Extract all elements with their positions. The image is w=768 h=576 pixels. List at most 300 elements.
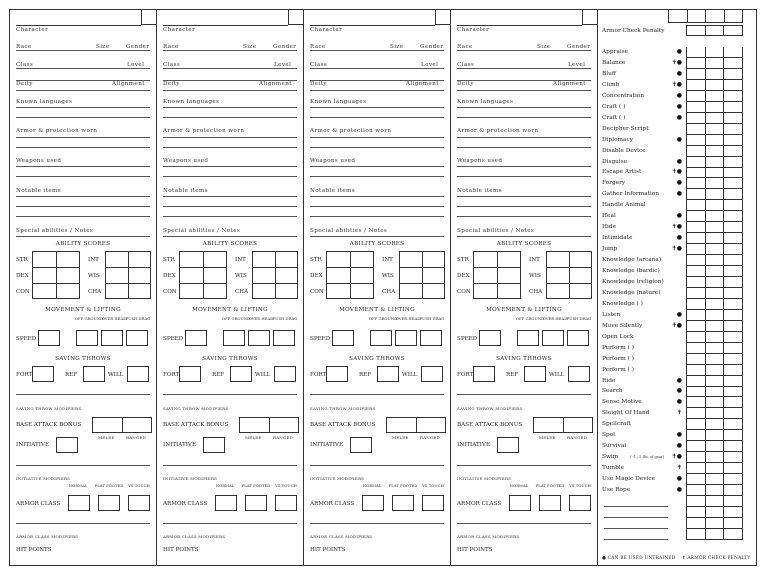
skill-name: Handle Animal: [602, 202, 646, 209]
skill-row[interactable]: [600, 222, 757, 233]
cha-label: CHA: [235, 289, 249, 295]
score-divider: [350, 251, 351, 299]
score-divider: [275, 251, 276, 299]
deity-line-2[interactable]: [16, 90, 150, 91]
skill-rank-cells[interactable]: [686, 80, 743, 91]
corner-box[interactable]: [582, 10, 597, 25]
armor-line-2[interactable]: [310, 147, 444, 148]
character-label: Character: [457, 27, 490, 33]
character-column-1: [10, 10, 157, 565]
class-line[interactable]: [163, 68, 297, 69]
save-mod-line[interactable]: [163, 394, 297, 395]
skill-name: Knowledge (religion): [602, 278, 664, 285]
push-drag-field[interactable]: [126, 330, 148, 346]
armor-class-label: ARMOR CLASS: [163, 501, 208, 507]
skill-marker-icon: ●: [676, 486, 682, 493]
deity-line-2[interactable]: [310, 90, 444, 91]
skill-row[interactable]: [600, 365, 757, 376]
init-mod-line[interactable]: [310, 465, 444, 466]
items-line-3[interactable]: [16, 216, 150, 217]
skill-rank-cells[interactable]: [686, 102, 743, 113]
corner-box[interactable]: [141, 10, 156, 25]
alignment-label: Alignment: [406, 81, 439, 87]
skill-name: Decipher Script: [602, 125, 649, 132]
skill-row[interactable]: [600, 408, 757, 419]
ac-normal-field[interactable]: [215, 495, 237, 511]
skill-rank-cells[interactable]: [686, 485, 743, 496]
race-line[interactable]: [457, 50, 591, 51]
ranged-label: RANGED: [567, 435, 587, 440]
items-line[interactable]: [163, 196, 297, 197]
skill-rank-cells[interactable]: [686, 496, 743, 507]
ac-touch-field[interactable]: [569, 495, 591, 511]
bab-label: BASE ATTACK BONUS: [16, 422, 82, 428]
special-line[interactable]: [163, 236, 297, 237]
skill-name: Craft ( ): [602, 103, 626, 110]
cha-label: CHA: [382, 289, 396, 295]
ac-flat-footed-field[interactable]: [245, 495, 267, 511]
ranged-label: RANGED: [420, 435, 440, 440]
skill-rank-cells[interactable]: [686, 452, 743, 463]
skill-rank-cells[interactable]: [686, 255, 743, 266]
items-line[interactable]: [16, 196, 150, 197]
armor-line[interactable]: [457, 137, 591, 138]
skill-row[interactable]: [600, 58, 757, 69]
weapons-line-2[interactable]: [457, 176, 591, 177]
languages-line-2[interactable]: [457, 117, 591, 118]
skill-row[interactable]: [600, 178, 757, 189]
weapons-line-2[interactable]: [163, 176, 297, 177]
ranged-label: RANGED: [273, 435, 293, 440]
skill-row[interactable]: [600, 354, 757, 365]
special-line[interactable]: [310, 236, 444, 237]
skill-row[interactable]: [600, 321, 757, 332]
skill-name: Tumble: [602, 465, 625, 472]
weapons-line-2[interactable]: [16, 176, 150, 177]
items-line[interactable]: [457, 196, 591, 197]
initiative-field[interactable]: [56, 437, 78, 453]
ref-label: REF: [212, 372, 225, 378]
skill-row[interactable]: [600, 441, 757, 452]
ability-scores-heading: ABILITY SCORES: [55, 241, 111, 247]
ability-scores-heading: ABILITY SCORES: [496, 241, 552, 247]
ac-flat-footed-field[interactable]: [98, 495, 120, 511]
skill-row[interactable]: [600, 485, 757, 496]
skill-marker-icon: ●: [676, 431, 682, 439]
skill-row[interactable]: [600, 124, 757, 135]
skill-row[interactable]: [600, 146, 757, 157]
over-head-field[interactable]: [395, 330, 417, 346]
character-name-line[interactable]: [163, 25, 288, 26]
weapons-line-2[interactable]: [310, 176, 444, 177]
fort-field[interactable]: [32, 366, 54, 382]
skill-marker-icon: ●: [676, 48, 682, 55]
skill-row[interactable]: [600, 135, 757, 146]
armor-line[interactable]: [163, 137, 297, 138]
languages-line[interactable]: [457, 107, 591, 108]
save-modifiers-label: SAVING THROW MODIFIERS: [163, 406, 229, 411]
race-line[interactable]: [16, 50, 150, 51]
skill-rank-cells[interactable]: [686, 211, 743, 222]
ac-flat-footed-field[interactable]: [539, 495, 561, 511]
dex-label: DEX: [310, 273, 323, 279]
speed-field[interactable]: [185, 330, 207, 346]
items-line-3[interactable]: [310, 216, 444, 217]
skill-row[interactable]: [600, 211, 757, 222]
languages-line-2[interactable]: [310, 117, 444, 118]
skill-row[interactable]: [600, 376, 757, 387]
blank-skill-row[interactable]: [600, 529, 757, 540]
cha-label: CHA: [88, 289, 102, 295]
race-line[interactable]: [163, 50, 297, 51]
armor-line-2[interactable]: [457, 147, 591, 148]
race-line[interactable]: [310, 50, 444, 51]
skill-rank-cells[interactable]: [686, 376, 743, 387]
init-mod-line[interactable]: [457, 465, 591, 466]
skill-name: Sense Motive: [602, 399, 642, 406]
items-line-3[interactable]: [457, 216, 591, 217]
ac-touch-field[interactable]: [422, 495, 444, 511]
skill-row[interactable]: [600, 255, 757, 266]
character-name-line[interactable]: [457, 25, 582, 26]
armor-line[interactable]: [310, 137, 444, 138]
wis-label: WIS: [235, 273, 247, 279]
will-label: WILL: [402, 372, 418, 378]
skill-rank-cells[interactable]: [686, 321, 743, 332]
push-drag-field[interactable]: [567, 330, 589, 346]
skill-rank-cells[interactable]: [686, 222, 743, 233]
special-line[interactable]: [457, 236, 591, 237]
skill-rank-cells[interactable]: [686, 463, 743, 474]
will-field[interactable]: [568, 366, 590, 382]
skill-rank-cells[interactable]: [686, 58, 743, 69]
deity-line-2[interactable]: [457, 90, 591, 91]
vs-touch-label: VS TOUCH: [275, 483, 297, 488]
special-abilities-label: Special abilities / Notes: [310, 228, 388, 234]
blank-skill-row[interactable]: [600, 518, 757, 529]
items-line-2[interactable]: [310, 206, 444, 207]
skill-row[interactable]: [600, 233, 757, 244]
initiative-modifiers-label: INITIATIVE MODIFIERS: [163, 476, 218, 481]
skill-rank-cells[interactable]: [686, 124, 743, 135]
class-label: Class: [163, 62, 181, 68]
class-line[interactable]: [457, 68, 591, 69]
fort-label: FORT: [163, 372, 180, 378]
weapons-line[interactable]: [163, 166, 297, 167]
armor-class-label: ARMOR CLASS: [16, 501, 61, 507]
class-line[interactable]: [16, 68, 150, 69]
languages-line[interactable]: [163, 107, 297, 108]
skill-row[interactable]: [600, 102, 757, 113]
skill-rank-cells[interactable]: [686, 518, 743, 529]
ac-normal-field[interactable]: [509, 495, 531, 511]
items-line-2[interactable]: [457, 206, 591, 207]
skill-row[interactable]: [600, 277, 757, 288]
ac-modifiers-label: ARMOR CLASS MODIFIERS: [163, 534, 226, 539]
blank-skill-line[interactable]: [604, 539, 668, 540]
ac-normal-field[interactable]: [68, 495, 90, 511]
skill-row[interactable]: [600, 386, 757, 397]
skill-rank-cells[interactable]: [686, 332, 743, 343]
blank-skill-row[interactable]: [600, 496, 757, 507]
initiative-field[interactable]: [350, 437, 372, 453]
armor-worn-label: Armor & protection worn: [457, 128, 539, 134]
skill-row[interactable]: [600, 310, 757, 321]
skill-name: Spellcraft: [602, 421, 631, 428]
init-mod-line[interactable]: [163, 465, 297, 466]
skill-row[interactable]: [600, 91, 757, 102]
over-head-field[interactable]: [542, 330, 564, 346]
save-mod-line[interactable]: [310, 394, 444, 395]
items-line-2[interactable]: [163, 206, 297, 207]
special-line[interactable]: [16, 236, 150, 237]
ac-mod-line[interactable]: [16, 523, 150, 524]
race-label: Race: [163, 44, 179, 50]
skill-row[interactable]: [600, 189, 757, 200]
skill-marker-icon: ●: [676, 190, 682, 198]
skill-row[interactable]: [600, 463, 757, 474]
skill-rank-cells[interactable]: [686, 299, 743, 310]
size-label: Size: [243, 44, 257, 50]
skill-rank-cells[interactable]: [686, 408, 743, 419]
skill-rank-cells[interactable]: [686, 69, 743, 80]
weapons-line[interactable]: [310, 166, 444, 167]
con-label: CON: [457, 289, 471, 295]
skill-row[interactable]: [600, 299, 757, 310]
skill-rank-cells[interactable]: [686, 200, 743, 211]
armor-worn-label: Armor & protection worn: [310, 128, 392, 134]
ac-normal-field[interactable]: [362, 495, 384, 511]
push-drag-field[interactable]: [273, 330, 295, 346]
deity-line-2[interactable]: [163, 90, 297, 91]
armor-check-penalty-field[interactable]: [686, 25, 743, 36]
fort-field[interactable]: [473, 366, 495, 382]
speed-label: SPEED: [457, 336, 478, 342]
will-field[interactable]: [274, 366, 296, 382]
skill-rank-cells[interactable]: [686, 157, 743, 168]
skill-rank-cells[interactable]: [686, 167, 743, 178]
skill-rank-cells[interactable]: [686, 189, 743, 200]
skill-row[interactable]: [600, 430, 757, 441]
speed-field[interactable]: [38, 330, 60, 346]
over-head-field[interactable]: [248, 330, 270, 346]
notable-items-label: Notable items: [310, 188, 356, 194]
items-line[interactable]: [310, 196, 444, 197]
skill-rank-cells[interactable]: [686, 386, 743, 397]
armor-line[interactable]: [16, 137, 150, 138]
class-label: Class: [457, 62, 475, 68]
bab-label: BASE ATTACK BONUS: [457, 422, 523, 428]
skill-rank-cells[interactable]: [686, 178, 743, 189]
skill-row[interactable]: [600, 244, 757, 255]
int-label: INT: [529, 257, 540, 263]
weapons-used-label: Weapons used: [163, 158, 209, 164]
skill-rank-cells[interactable]: [686, 365, 743, 376]
skill-name: Knowledge (nature): [602, 289, 661, 296]
int-label: INT: [235, 257, 246, 263]
fort-field[interactable]: [326, 366, 348, 382]
ref-field[interactable]: [524, 366, 546, 382]
skill-rank-cells[interactable]: [686, 343, 743, 354]
skill-marker-icon: ✝●: [671, 58, 682, 66]
str-label: STR: [163, 257, 175, 263]
skill-marker-icon: ●: [676, 102, 682, 110]
fort-field[interactable]: [179, 366, 201, 382]
skill-marker-icon: ✝: [676, 464, 682, 472]
skill-rank-cells[interactable]: [686, 233, 743, 244]
skill-note: ( -1 / 5 lbs. of gear): [630, 455, 664, 460]
skill-row[interactable]: [600, 200, 757, 211]
armor-line-2[interactable]: [16, 147, 150, 148]
skill-rank-cells[interactable]: [686, 354, 743, 365]
skill-row[interactable]: [600, 474, 757, 485]
normal-label: NORMAL: [215, 483, 235, 488]
skill-row[interactable]: [600, 452, 757, 463]
armor-line-2[interactable]: [163, 147, 297, 148]
skill-rank-cells[interactable]: [686, 113, 743, 124]
skill-marker-icon: ●: [676, 387, 682, 395]
known-languages-label: Known languages: [16, 99, 73, 105]
armor-class-label: ARMOR CLASS: [310, 501, 355, 507]
skill-name: Open Lock: [602, 333, 634, 340]
ac-touch-field[interactable]: [128, 495, 150, 511]
skill-row[interactable]: [600, 343, 757, 354]
skill-name: Use Magic Device: [602, 476, 656, 483]
will-field[interactable]: [127, 366, 149, 382]
skill-marker-icon: ✝●: [671, 453, 682, 461]
skill-row[interactable]: [600, 69, 757, 80]
ref-field[interactable]: [230, 366, 252, 382]
initiative-field[interactable]: [497, 437, 519, 453]
skill-row[interactable]: [600, 167, 757, 178]
skill-row[interactable]: [600, 419, 757, 430]
ac-mod-line[interactable]: [310, 523, 444, 524]
score-divider: [546, 283, 592, 284]
initiative-modifiers-label: INITIATIVE MODIFIERS: [310, 476, 365, 481]
skill-rank-cells[interactable]: [686, 507, 743, 518]
blank-skill-row[interactable]: [600, 507, 757, 518]
speed-field[interactable]: [479, 330, 501, 346]
skill-rank-cells[interactable]: [686, 146, 743, 157]
languages-line[interactable]: [16, 107, 150, 108]
skill-name: Balance: [602, 59, 626, 66]
will-field[interactable]: [421, 366, 443, 382]
push-drag-field[interactable]: [420, 330, 442, 346]
skill-row[interactable]: [600, 113, 757, 124]
skill-rank-cells[interactable]: [686, 266, 743, 277]
skill-row[interactable]: [600, 397, 757, 408]
languages-line-2[interactable]: [16, 117, 150, 118]
items-line-3[interactable]: [163, 216, 297, 217]
wis-label: WIS: [382, 273, 394, 279]
skill-rank-cells[interactable]: [686, 441, 743, 452]
hit-points-label: HIT POINTS: [16, 547, 52, 553]
skill-rank-cells[interactable]: [686, 419, 743, 430]
init-mod-line[interactable]: [16, 465, 150, 466]
over-head-field[interactable]: [101, 330, 123, 346]
int-label: INT: [382, 257, 393, 263]
save-mod-line[interactable]: [457, 394, 591, 395]
ac-mod-line[interactable]: [163, 523, 297, 524]
skill-name: Escape Artist: [602, 169, 642, 176]
character-name-line[interactable]: [16, 25, 141, 26]
skill-rank-cells[interactable]: [686, 474, 743, 485]
character-column-4: [451, 10, 598, 565]
skill-name: Hide: [602, 224, 617, 231]
class-label: Class: [16, 62, 34, 68]
skill-rank-cells[interactable]: [686, 277, 743, 288]
skill-name: Bluff: [602, 70, 616, 77]
skill-rank-cells[interactable]: [686, 529, 743, 540]
ac-flat-footed-field[interactable]: [392, 495, 414, 511]
corner-box[interactable]: [288, 10, 303, 25]
ref-field[interactable]: [83, 366, 105, 382]
items-line-2[interactable]: [16, 206, 150, 207]
off-ground-field[interactable]: [517, 330, 539, 346]
skill-rank-cells[interactable]: [686, 310, 743, 321]
skill-marker-icon: ●: [676, 212, 682, 220]
size-label: Size: [96, 44, 110, 50]
class-line[interactable]: [310, 68, 444, 69]
ref-field[interactable]: [377, 366, 399, 382]
save-modifiers-label: SAVING THROW MODIFIERS: [310, 406, 376, 411]
save-mod-line[interactable]: [16, 394, 150, 395]
languages-line[interactable]: [310, 107, 444, 108]
special-abilities-label: Special abilities / Notes: [163, 228, 241, 234]
off-ground-field[interactable]: [223, 330, 245, 346]
skill-row[interactable]: [600, 266, 757, 277]
skill-rank-cells[interactable]: [686, 91, 743, 102]
skill-row[interactable]: [600, 288, 757, 299]
saving-throws-heading: SAVING THROWS: [349, 356, 405, 362]
hit-points-label: HIT POINTS: [457, 547, 493, 553]
skill-rank-cells[interactable]: [686, 47, 743, 58]
off-ground-field[interactable]: [76, 330, 98, 346]
ac-mod-line[interactable]: [457, 523, 591, 524]
skill-marker-icon: ●: [676, 234, 682, 242]
movement-heading: MOVEMENT & LIFTING: [45, 307, 121, 313]
skill-rank-cells[interactable]: [686, 288, 743, 299]
skill-marker-icon: ●: [676, 135, 682, 143]
skill-row[interactable]: [600, 332, 757, 343]
ac-touch-field[interactable]: [275, 495, 297, 511]
score-divider: [326, 283, 374, 284]
skill-row[interactable]: [600, 47, 757, 58]
skill-rank-cells[interactable]: [686, 244, 743, 255]
corner-box[interactable]: [435, 10, 450, 25]
skill-rank-cells[interactable]: [686, 397, 743, 408]
weapons-line[interactable]: [16, 166, 150, 167]
speed-label: SPEED: [310, 336, 331, 342]
skill-rank-cells[interactable]: [686, 135, 743, 146]
skill-rank-cells[interactable]: [686, 430, 743, 441]
languages-line-2[interactable]: [163, 117, 297, 118]
skill-row[interactable]: [600, 80, 757, 91]
weapons-line[interactable]: [457, 166, 591, 167]
character-name-line[interactable]: [310, 25, 435, 26]
skill-row[interactable]: [600, 157, 757, 168]
skill-name: Listen: [602, 311, 621, 318]
deity-label: Deity: [457, 81, 474, 87]
score-divider: [473, 267, 521, 268]
skill-name: Heal: [602, 213, 616, 220]
score-divider: [399, 267, 445, 268]
score-divider: [105, 267, 151, 268]
flat-footed-label: FLAT FOOTED: [535, 483, 565, 488]
off-ground-field[interactable]: [370, 330, 392, 346]
initiative-field[interactable]: [203, 437, 225, 453]
speed-field[interactable]: [332, 330, 354, 346]
